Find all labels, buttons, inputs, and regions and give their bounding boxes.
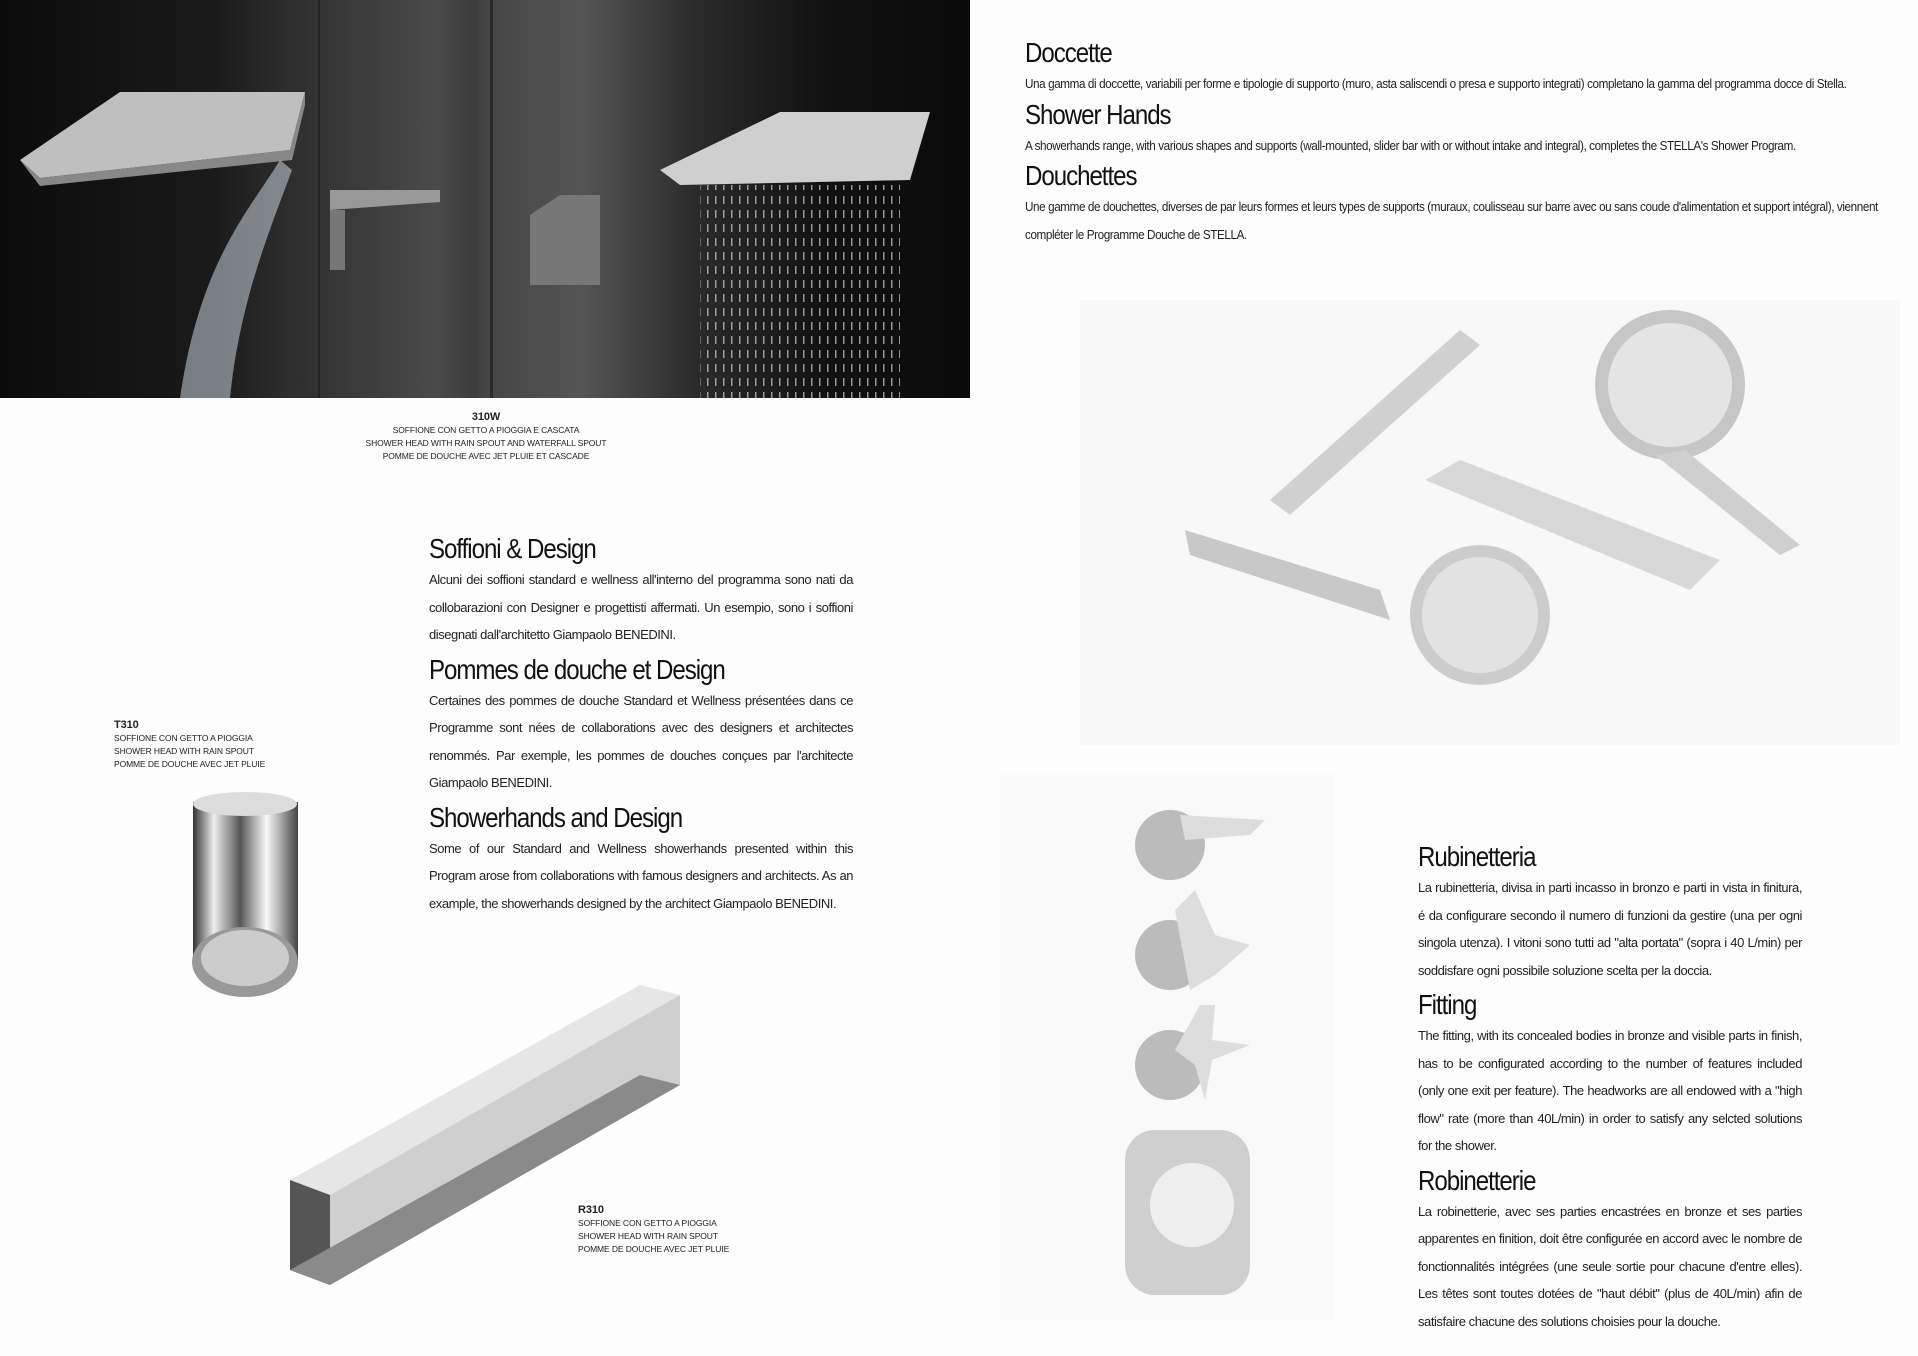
section-body: La rubinetteria, divisa in parti incasso in bronzo e parti in vista in finitura, é da configurare secondo il numero di funzioni da gestire (una per ogni singola utenza). I vitoni sono tutti ad "alta portata" (sopra i 40 L/min) per soddisfare ogni possibile soluzione scelta per la doccia.: [1418, 880, 1802, 978]
section-body: Una gamma di doccette, variabili per forme e tipologie di supporto (muro, asta saliscendi o presa e supporto integrati) completano la gamma del programma docce di Stella.: [1025, 76, 1847, 91]
fitting-section: [1418, 840, 1802, 1335]
caption-line: SHOWER HEAD WITH RAIN SPOUT: [114, 746, 254, 756]
caption-line: SHOWER HEAD WITH RAIN SPOUT: [578, 1231, 718, 1241]
section-title: Pommes de douche et Design: [429, 653, 725, 685]
section-body: Une gamme de douchettes, diverses de par leurs formes et leurs types de supports (muraux, coulisseau sur barre avec ou sans coude d'alimentation et support intégral), viennent compléter le Programme Douche de STELLA.: [1025, 199, 1878, 242]
section-body: La robinetterie, avec ses parties encastrées en bronze et ses parties apparentes en finition, doit être configurée en accord avec le nombre de fonctionnalités intégrées (une seule sortie pour chacune d'entre elles). Les têtes sont toutes dotées de "haut débit" (plus de 40L/min) afin de satisfaire chacune des solutions choisies pour la douche.: [1418, 1203, 1802, 1329]
product-caption-r310: [578, 1203, 778, 1256]
caption-line: POMME DE DOUCHE AVEC JET PLUIE: [114, 759, 266, 769]
caption-line: SOFFIONE CON GETTO A PIOGGIA: [114, 733, 253, 743]
product-caption-t310: [114, 718, 314, 771]
product-code: R310: [578, 1204, 604, 1216]
section-body: A showerhands range, with various shapes and supports (wall-mounted, slider bar with or without intake and integral), completes the STELLA's Shower Program.: [1025, 137, 1796, 153]
product-code: 310W: [471, 411, 501, 423]
showerhands-image: [1080, 300, 1900, 745]
section-title: Shower Hands: [1025, 98, 1171, 130]
section-title: Doccette: [1025, 37, 1112, 68]
product-code: T310: [114, 719, 139, 731]
product-caption-310w: [336, 410, 636, 463]
caption-line: SOFFIONE CON GETTO A PIOGGIA: [578, 1218, 717, 1228]
section-title: Showerhands and Design: [429, 801, 683, 833]
section-body: Alcuni dei soffioni standard e wellness all'interno del programma sono nati da collobarazioni con Designer e progettisti affermati. Un esempio, sono i soffioni disegnati dall'architetto Giampaolo BENEDINI.: [429, 572, 853, 642]
caption-line: POMME DE DOUCHE AVEC JET PLUIE ET CASCADE: [382, 451, 590, 461]
shower-head-310w-photo: [0, 0, 970, 398]
section-body: The fitting, with its concealed bodies in bronze and visible parts in finish, has to be configurated according to the number of features included (only one exit per feature). The headworks are all endowed with a "high flow" rate (more than 40L/min) in order to satisfy any selcted solutions for the shower.: [1418, 1028, 1802, 1153]
section-title: Fitting: [1418, 989, 1477, 1020]
section-title: Robinetterie: [1418, 1164, 1536, 1196]
caption-line: SHOWER HEAD WITH RAIN SPOUT AND WATERFALL SPOUT: [365, 438, 607, 448]
shower-head-t310-image: [185, 790, 310, 1005]
showerhands-section: [1025, 36, 1880, 248]
section-title: Soffioni & Design: [429, 533, 596, 564]
section-title: Douchettes: [1025, 160, 1137, 191]
section-title: Rubinetteria: [1418, 841, 1536, 872]
fitting-handles-image: [1000, 775, 1335, 1320]
design-section: [429, 532, 853, 917]
shower-head-illustration: [0, 0, 970, 398]
caption-line: POMME DE DOUCHE AVEC JET PLUIE: [578, 1244, 730, 1254]
section-body: Some of our Standard and Wellness showerhands presented within this Program arose from collaborations with famous designers and architects. As an example, the showerhands designed by the architect Giampaolo BENEDINI.: [429, 840, 853, 911]
section-body: Certaines des pommes de douche Standard et Wellness présentées dans ce Programme sont nées de collaborations avec des designers et architectes renommés. Par exemple, les pommes de douches conçues par l'architecte Giampaolo BENEDINI.: [429, 692, 853, 790]
caption-line: SOFFIONE CON GETTO A PIOGGIA E CASCATA: [392, 425, 580, 435]
